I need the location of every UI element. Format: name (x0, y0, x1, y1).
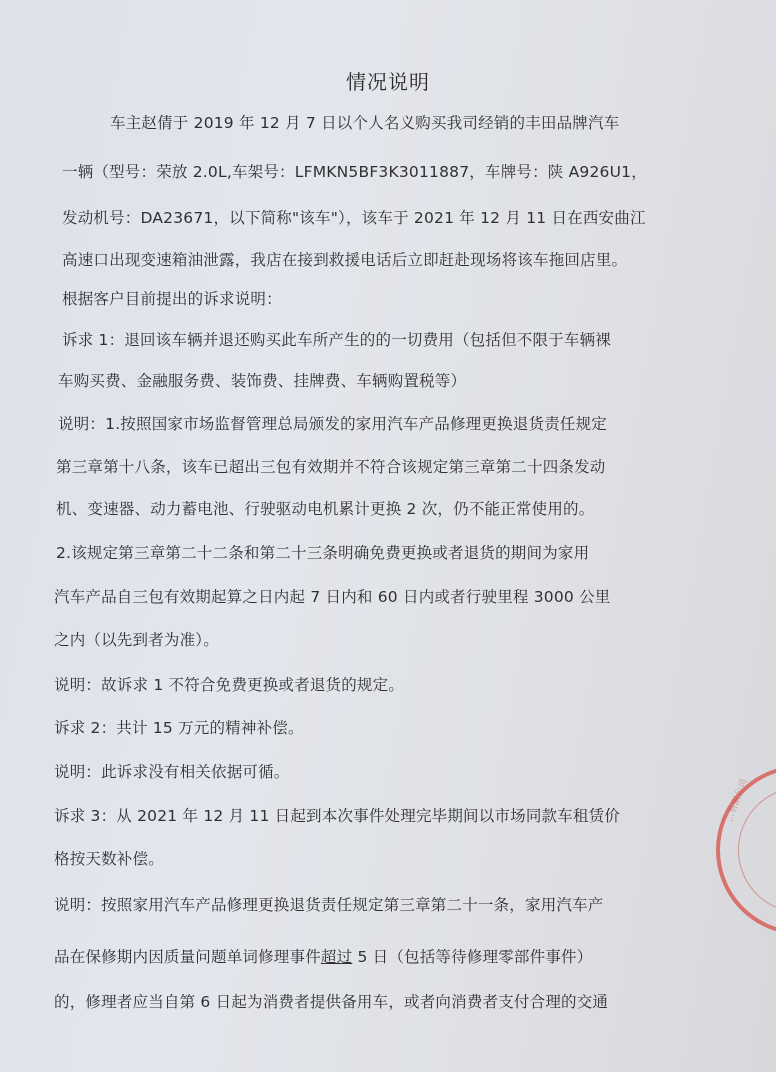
seal-text: …有限公司 (724, 777, 750, 824)
company-seal-stamp (716, 765, 776, 935)
explanation-line: 之内（以先到者为准）。 (54, 631, 219, 649)
text-segment: 5 日（包括等待修理零部件事件） (352, 948, 593, 966)
paragraph-line: 发动机号：DA23671，以下简称"该车"），该车于 2021 年 12 月 11 日在西安曲江 (62, 209, 646, 227)
claim-1-line: 诉求 1：退回该车辆并退还购买此车所产生的的一切费用（包括但不限于车辆裸 (62, 331, 611, 349)
explanation-line: 机、变速器、动力蓄电池、行驶驱动电机累计更换 2 次，仍不能正常使用的。 (56, 500, 595, 518)
paragraph-line: 高速口出现变速箱油泄露，我店在接到救援电话后立即赶赴现场将该车拖回店里。 (62, 251, 628, 269)
seal-inner-ring (738, 787, 776, 913)
claim-2-line: 诉求 2：共计 15 万元的精神补偿。 (54, 719, 304, 737)
claim-1-line: 车购买费、金融服务费、装饰费、挂牌费、车辆购置税等） (58, 372, 467, 390)
text-segment: 品在保修期内因质量问题单词修理事件 (54, 948, 321, 966)
explanation-line: 第三章第十八条，该车已超出三包有效期并不符合该规定第三章第二十四条发动 (56, 458, 606, 476)
paragraph-line: 根据客户目前提出的诉求说明： (62, 290, 282, 308)
explanation-line (54, 945, 592, 967)
explanation-line: 说明：按照家用汽车产品修理更换退货责任规定第三章第二十一条，家用汽车产 (54, 896, 604, 914)
explanation-line: 的，修理者应当自第 6 日起为消费者提供备用车，或者向消费者支付合理的交通 (54, 993, 609, 1011)
paragraph-line: 车主赵倩于 2019 年 12 月 7 日以个人名义购买我司经销的丰田品牌汽车 (110, 114, 620, 132)
document-title: 情况说明 (346, 70, 430, 94)
explanation-line: 说明：故诉求 1 不符合免费更换或者退货的规定。 (54, 676, 405, 694)
claim-3-line: 诉求 3：从 2021 年 12 月 11 日起到本次事件处理完毕期间以市场同款车租赁价 (54, 807, 621, 825)
explanation-line: 说明：1.按照国家市场监督管理总局颁发的家用汽车产品修理更换退货责任规定 (58, 415, 607, 433)
explanation-line: 说明：此诉求没有相关依据可循。 (54, 763, 290, 781)
explanation-line: 汽车产品自三包有效期起算之日内起 7 日内和 60 日内或者行驶里程 3000 公里 (54, 588, 611, 606)
underlined-text: 超过 (320, 948, 353, 966)
explanation-line: 2.该规定第三章第二十二条和第二十三条明确免费更换或者退货的期间为家用 (56, 544, 590, 562)
paragraph-line: 一辆（型号：荣放 2.0L,车架号：LFMKN5BF3K3011887，车牌号：陕 A926U1， (62, 163, 647, 181)
claim-3-line: 格按天数补偿。 (54, 850, 164, 868)
